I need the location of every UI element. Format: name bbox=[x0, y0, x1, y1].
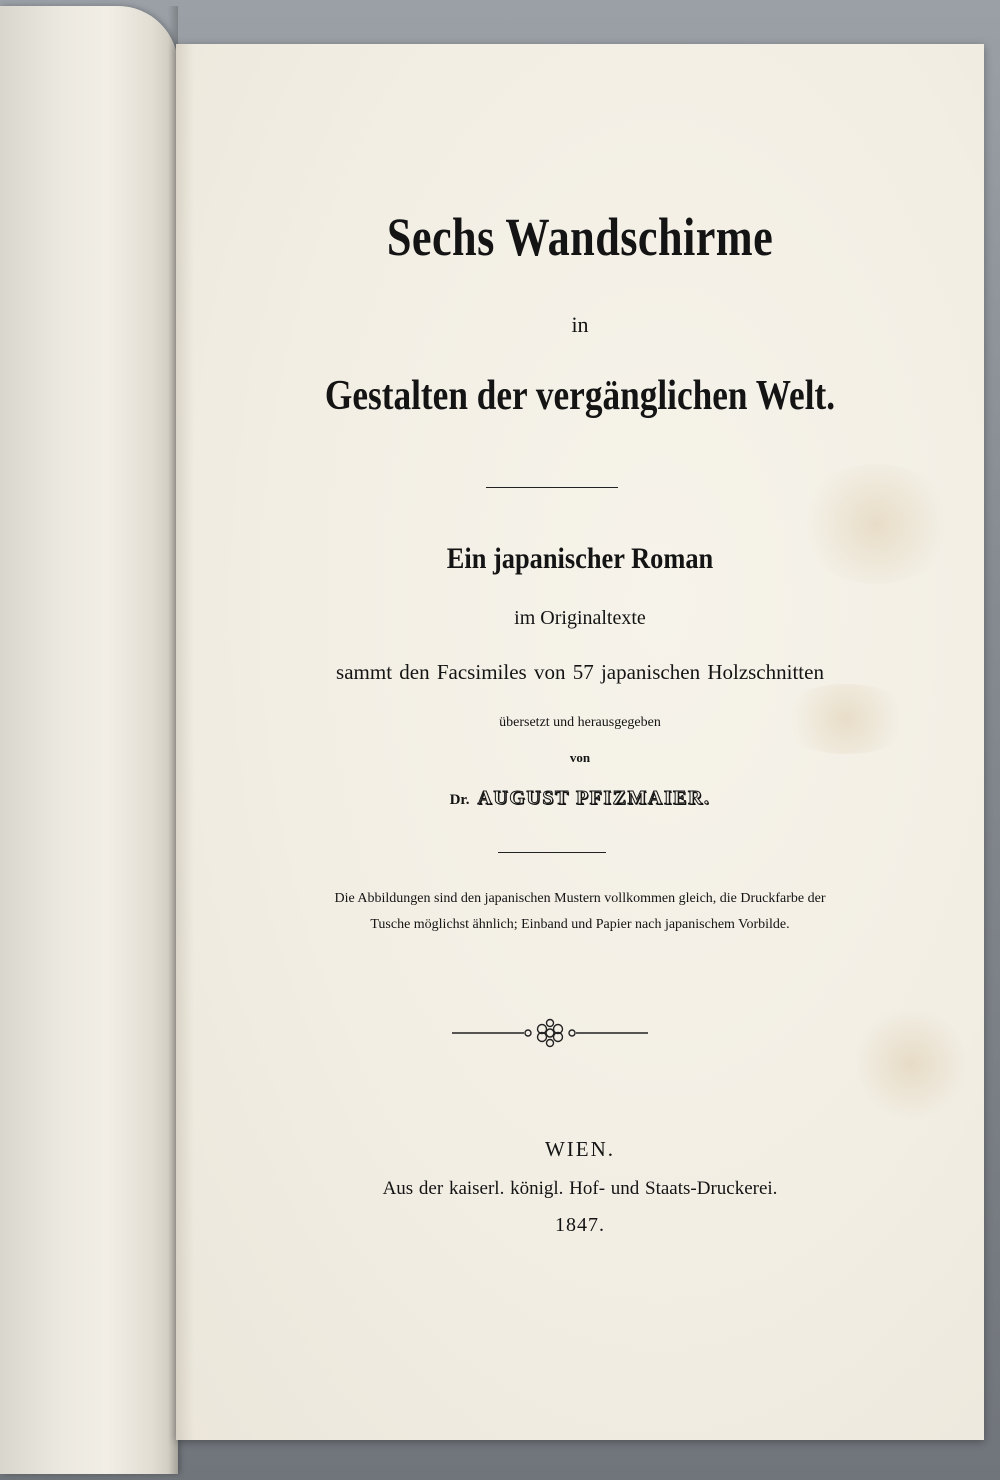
left-book-leaf bbox=[0, 6, 178, 1474]
note-line-1: Die Abbildungen sind den japanischen Mustern vollkommen gleich, die Druckfarbe der bbox=[334, 891, 826, 906]
paper-stain bbox=[856, 1004, 966, 1124]
divider-rule bbox=[498, 852, 606, 853]
by-line: von bbox=[569, 750, 591, 765]
title-connector: in bbox=[571, 312, 589, 337]
facsimiles-line: sammt den Facsimiles von 57 japanischen Holzschnitten bbox=[336, 660, 824, 684]
ornament-flourish-icon bbox=[452, 1018, 648, 1048]
printer-line: Aus der kaiserl. königl. Hof- und Staats-Druckerei. bbox=[382, 1178, 778, 1199]
publication-year: 1847. bbox=[555, 1214, 605, 1236]
author-name: AUGUST PFIZMAIER. bbox=[477, 787, 711, 809]
translated-line: übersetzt und herausgegeben bbox=[499, 715, 661, 730]
note-line-2: Tusche möglichst ähnlich; Einband und Papier nach japanischem Vorbilde. bbox=[370, 917, 790, 932]
genre-line: Ein japanischer Roman bbox=[446, 542, 714, 575]
publication-city: WIEN. bbox=[544, 1137, 616, 1161]
book-title: Sechs Wandschirme bbox=[386, 207, 774, 267]
book-subtitle: Gestalten der vergänglichen Welt. bbox=[324, 373, 836, 419]
author-line bbox=[176, 787, 984, 810]
divider-rule bbox=[486, 487, 618, 488]
original-text-line: im Originaltexte bbox=[514, 607, 646, 629]
author-prefix: Dr. bbox=[449, 792, 470, 808]
